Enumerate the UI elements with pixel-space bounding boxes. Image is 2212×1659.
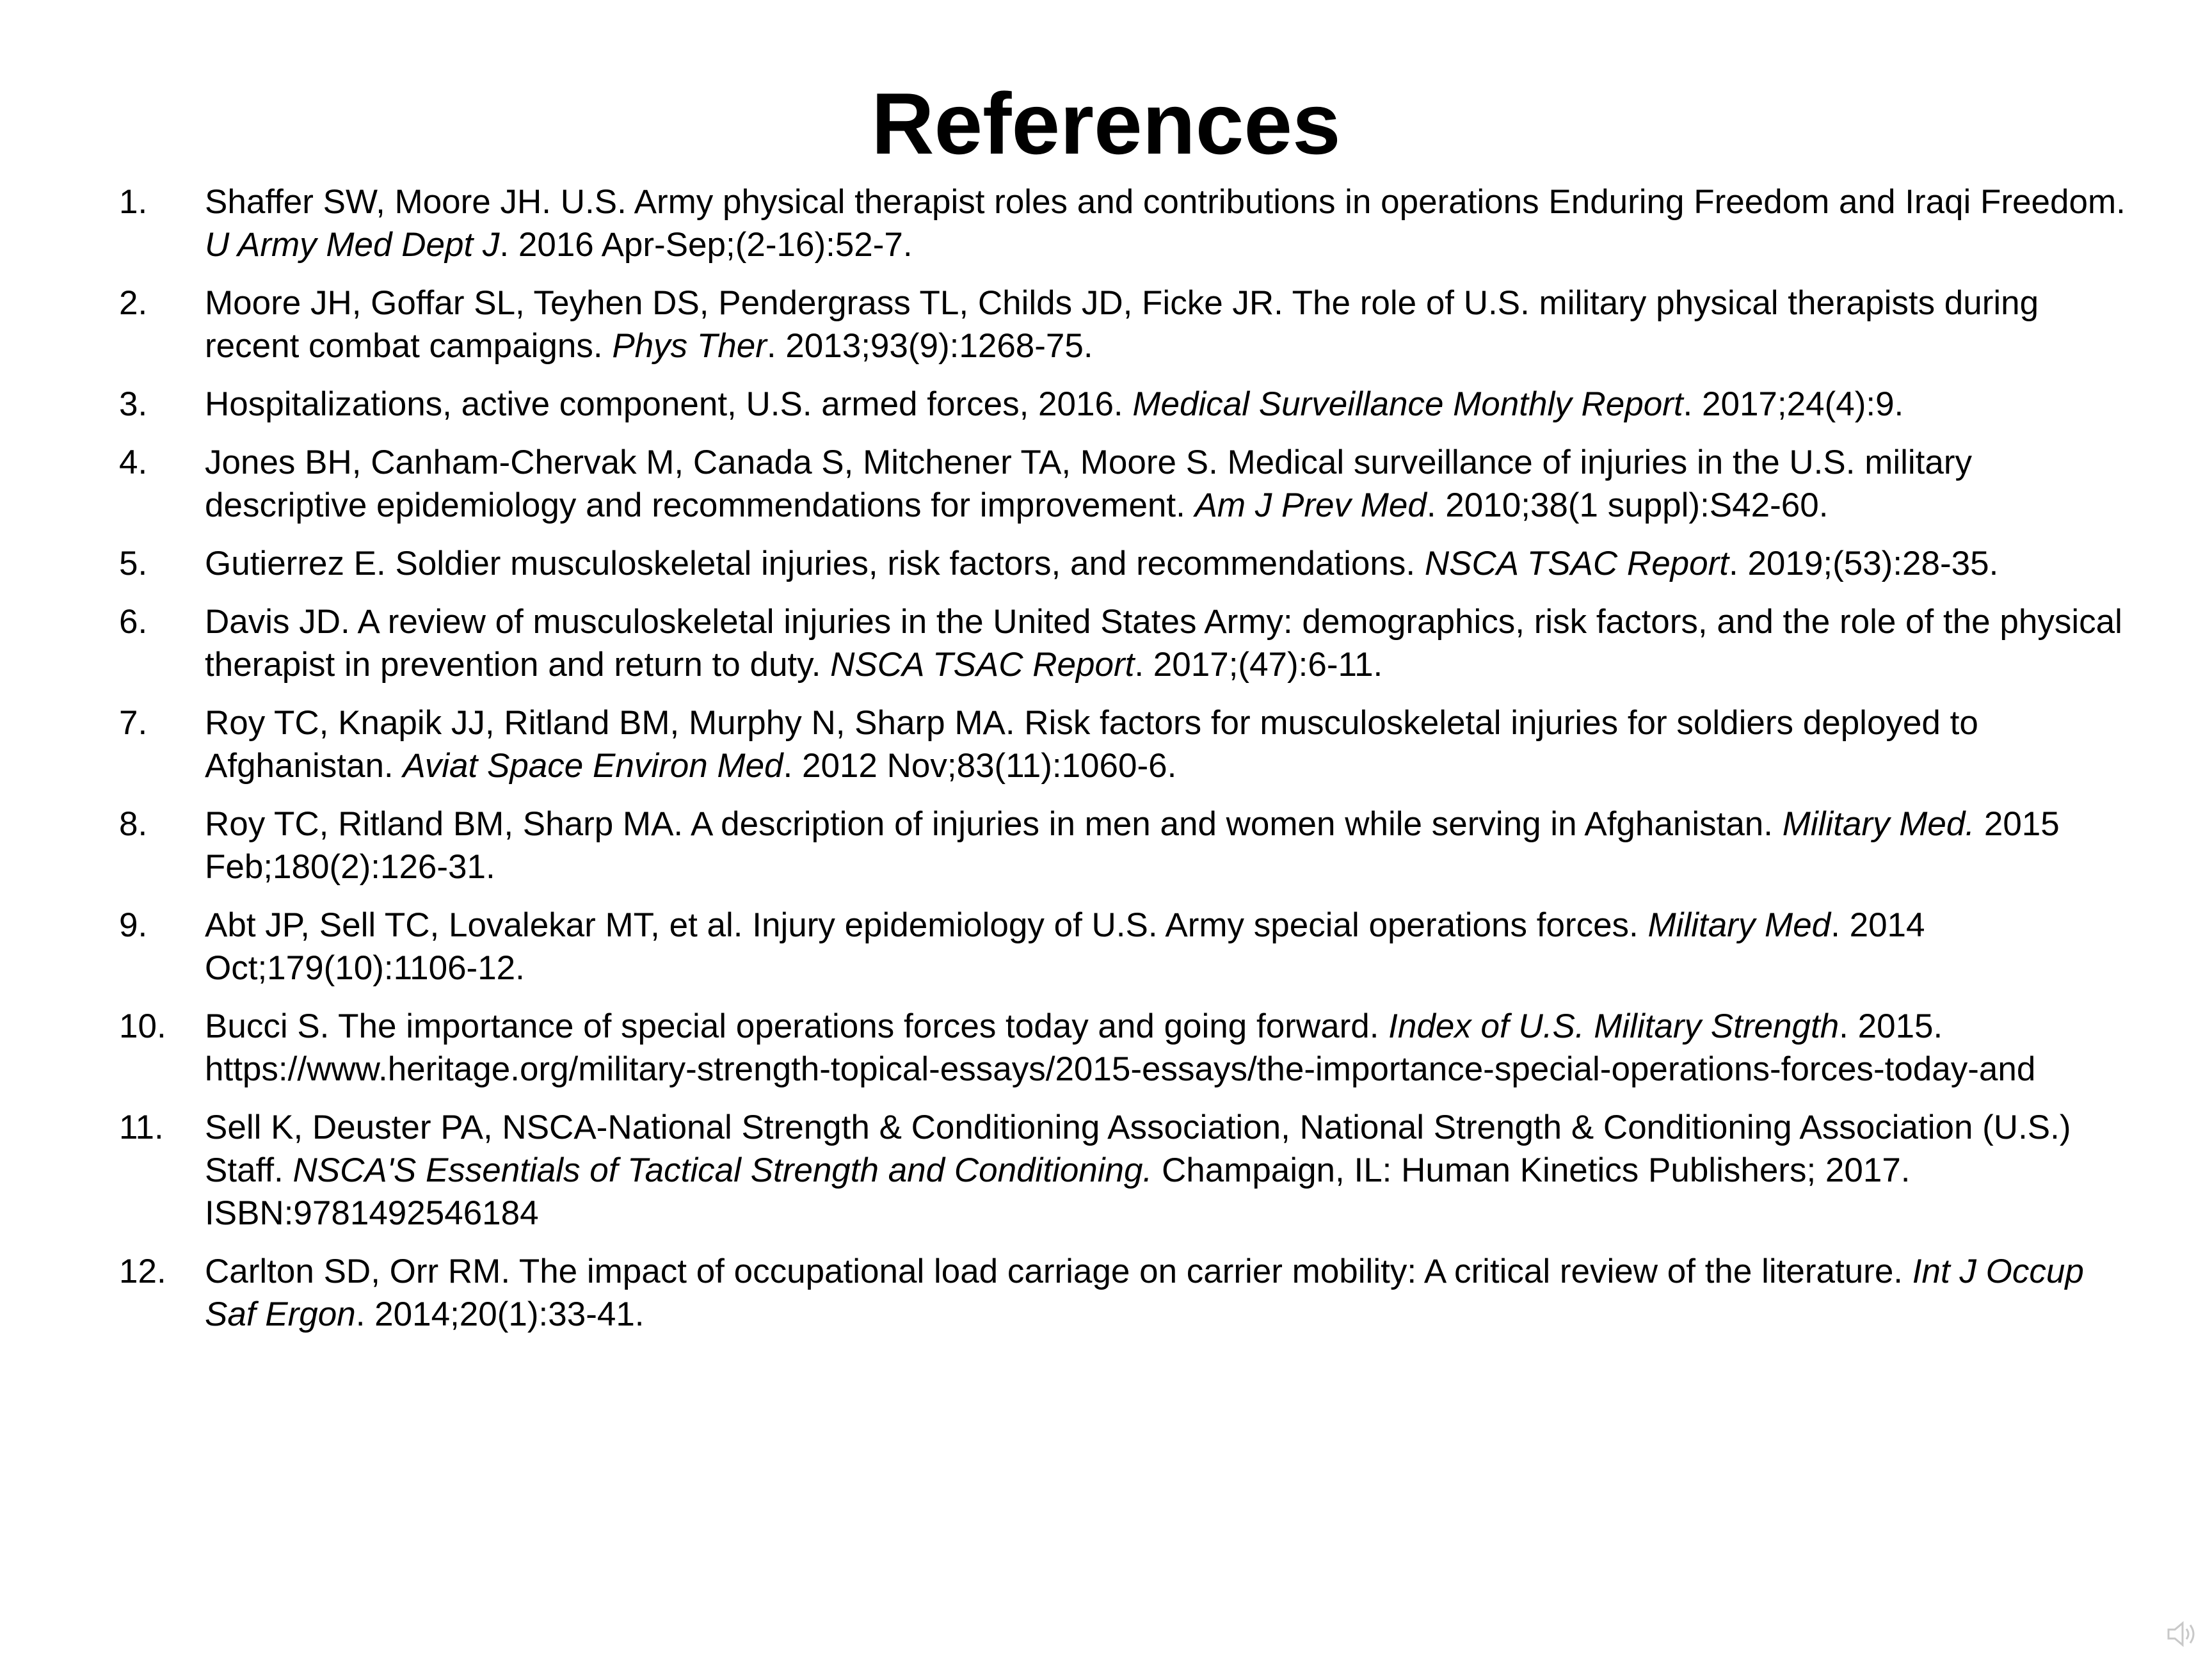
reference-authors-title: Bucci S. The importance of special operations forces today and going forward. [205,1007,1389,1045]
reference-number: 9. [119,906,148,944]
reference-text [205,906,1925,987]
reference-text [205,545,1998,582]
reference-citation: 2015 Feb;180(2):126-31. [205,805,2060,886]
reference-item [119,1106,2129,1235]
reference-text [205,805,2060,886]
reference-citation: . 2015. https://www.heritage.org/military-strength-topical-essays/2015-essays/the-importance-special-operations-forces-today-and [205,1007,2036,1088]
reference-citation: . 2010;38(1 suppl):S42-60. [1426,486,1829,524]
speaker-icon-graphic [2165,1618,2200,1650]
reference-text [205,1109,2071,1232]
reference-authors-title: Roy TC, Ritland BM, Sharp MA. A description of injuries in men and women while serving in Afghanistan. [205,805,1783,843]
reference-citation: . 2014 Oct;179(10):1106-12. [205,906,1925,987]
reference-text [205,603,2122,684]
reference-authors-title: Carlton SD, Orr RM. The impact of occupational load carriage on carrier mobility: A critical review of the literature. [205,1253,1912,1290]
reference-number: 12. [119,1253,166,1290]
reference-item [119,383,2129,426]
reference-journal: Phys Ther [612,327,767,365]
reference-number: 6. [119,603,148,641]
reference-journal: Military Med [1647,906,1831,944]
reference-journal: Index of U.S. Military Strength [1388,1007,1839,1045]
reference-number: 7. [119,704,148,742]
reference-authors-title: Roy TC, Knapik JJ, Ritland BM, Murphy N, Sharp MA. Risk factors for musculoskeletal injuries for soldiers deployed to Afghanistan. [205,704,1978,785]
reference-item [119,542,2129,585]
reference-journal: Medical Surveillance Monthly Report [1132,385,1683,423]
reference-number: 8. [119,805,148,843]
reference-list [119,180,2129,1351]
reference-journal: Aviat Space Environ Med [403,747,783,785]
reference-text [205,183,2126,264]
reference-item [119,1250,2129,1336]
reference-journal: U Army Med Dept J [205,226,500,264]
reference-text [205,1007,2035,1088]
reference-authors-title: Moore JH, Goffar SL, Teyhen DS, Pendergrass TL, Childs JD, Ficke JR. The role of U.S. military physical therapists during recent combat campaigns. [205,284,2039,365]
reference-text [205,385,1903,423]
reference-text [205,284,2039,365]
speaker-icon[interactable] [2165,1618,2200,1650]
reference-number: 5. [119,545,148,582]
reference-journal: NSCA'S Essentials of Tactical Strength and Conditioning. [293,1151,1153,1189]
reference-citation: . 2012 Nov;83(11):1060-6. [783,747,1177,785]
reference-journal: NSCA TSAC Report [1424,545,1729,582]
reference-item [119,904,2129,990]
reference-text [205,1253,2084,1333]
reference-journal: Int J Occup Saf Ergon [205,1253,2084,1333]
reference-citation: . 2013;93(9):1268-75. [766,327,1093,365]
reference-journal: NSCA TSAC Report [830,646,1135,684]
reference-citation: . 2017;(47):6-11. [1134,646,1383,684]
reference-item [119,803,2129,888]
reference-number: 3. [119,385,148,423]
reference-number: 10. [119,1007,166,1045]
reference-citation: . 2017;24(4):9. [1683,385,1904,423]
reference-authors-title: Shaffer SW, Moore JH. U.S. Army physical therapist roles and contributions in operations Enduring Freedom and Iraqi Freedom. [205,183,2126,221]
reference-journal: Am J Prev Med [1194,486,1427,524]
reference-authors-title: Davis JD. A review of musculoskeletal injuries in the United States Army: demographics, risk factors, and the role of the physical therapist in prevention and return to duty. [205,603,2122,684]
reference-citation: . 2016 Apr-Sep;(2-16):52-7. [499,226,913,264]
reference-authors-title: Hospitalizations, active component, U.S. armed forces, 2016. [205,385,1133,423]
reference-authors-title: Abt JP, Sell TC, Lovalekar MT, et al. Injury epidemiology of U.S. Army special operations forces. [205,906,1648,944]
reference-citation: . 2014;20(1):33-41. [355,1295,645,1333]
reference-item [119,600,2129,686]
reference-number: 11. [119,1109,164,1146]
reference-authors-title: Gutierrez E. Soldier musculoskeletal injuries, risk factors, and recommendations. [205,545,1425,582]
reference-citation: . 2019;(53):28-35. [1729,545,1999,582]
reference-item [119,441,2129,527]
reference-authors-title: Sell K, Deuster PA, NSCA-National Strength & Conditioning Association, National Strength & Conditioning Association (U.S.) Staff. [205,1109,2071,1189]
reference-citation: Champaign, IL: Human Kinetics Publishers; 2017. ISBN:9781492546184 [205,1151,1911,1232]
reference-item [119,282,2129,367]
reference-number: 1. [119,183,148,221]
reference-journal: Military Med. [1782,805,1975,843]
reference-authors-title: Jones BH, Canham-Chervak M, Canada S, Mitchener TA, Moore S. Medical surveillance of injuries in the U.S. military descriptive epidemiology and recommendations for improvement. [205,444,1973,524]
reference-item [119,1005,2129,1091]
reference-item [119,180,2129,266]
reference-item [119,701,2129,787]
reference-number: 4. [119,444,148,481]
reference-text [205,704,1978,785]
reference-number: 2. [119,284,148,322]
page-title: References [871,75,1341,172]
reference-text [205,444,1972,524]
